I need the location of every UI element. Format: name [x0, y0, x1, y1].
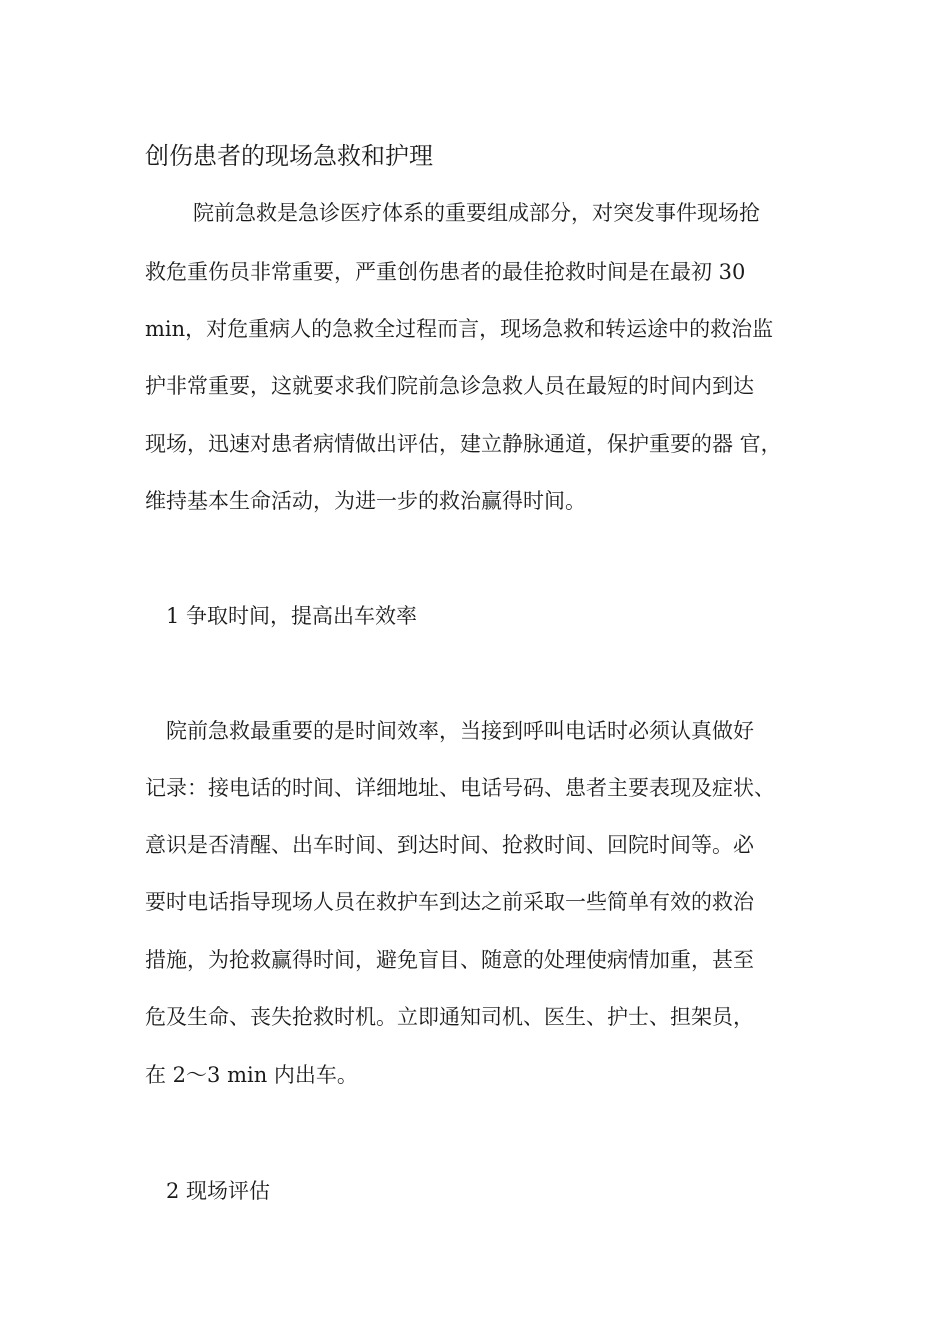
paragraph-line: 院前急救是急诊医疗体系的重要组成部分，对突发事件现场抢: [193, 201, 760, 225]
paragraph-line: 记录：接电话的时间、详细地址、电话号码、患者主要表现及症状、: [145, 776, 775, 800]
section-heading-2: 2 现场评估: [166, 1179, 271, 1203]
paragraph-line: 护非常重要，这就要求我们院前急诊急救人员在最短的时间内到达: [145, 374, 754, 398]
paragraph-line: 在 2～3 min 内出车。: [145, 1063, 358, 1087]
paragraph-line: min，对危重病人的急救全过程而言，现场急救和转运途中的救治监: [145, 317, 774, 341]
paragraph-line: 院前急救最重要的是时间效率，当接到呼叫电话时必须认真做好: [166, 719, 754, 743]
document-title: 创伤患者的现场急救和护理: [145, 142, 433, 170]
paragraph-line: 救危重伤员非常重要，严重创伤患者的最佳抢救时间是在最初 30: [145, 260, 746, 284]
section-heading-1: 1 争取时间，提高出车效率: [166, 604, 418, 628]
paragraph-line: 维持基本生命活动，为进一步的救治赢得时间。: [145, 489, 586, 513]
paragraph-line: 危及生命、丧失抢救时机。立即通知司机、医生、护士、担架员，: [145, 1005, 754, 1029]
paragraph-line: 现场，迅速对患者病情做出评估，建立静脉通道，保护重要的器 官，: [145, 432, 782, 456]
paragraph-line: 意识是否清醒、出车时间、到达时间、抢救时间、回院时间等。必: [145, 833, 754, 857]
paragraph-line: 要时电话指导现场人员在救护车到达之前采取一些简单有效的救治: [145, 890, 754, 914]
paragraph-line: 措施，为抢救赢得时间，避免盲目、随意的处理使病情加重，甚至: [145, 948, 754, 972]
